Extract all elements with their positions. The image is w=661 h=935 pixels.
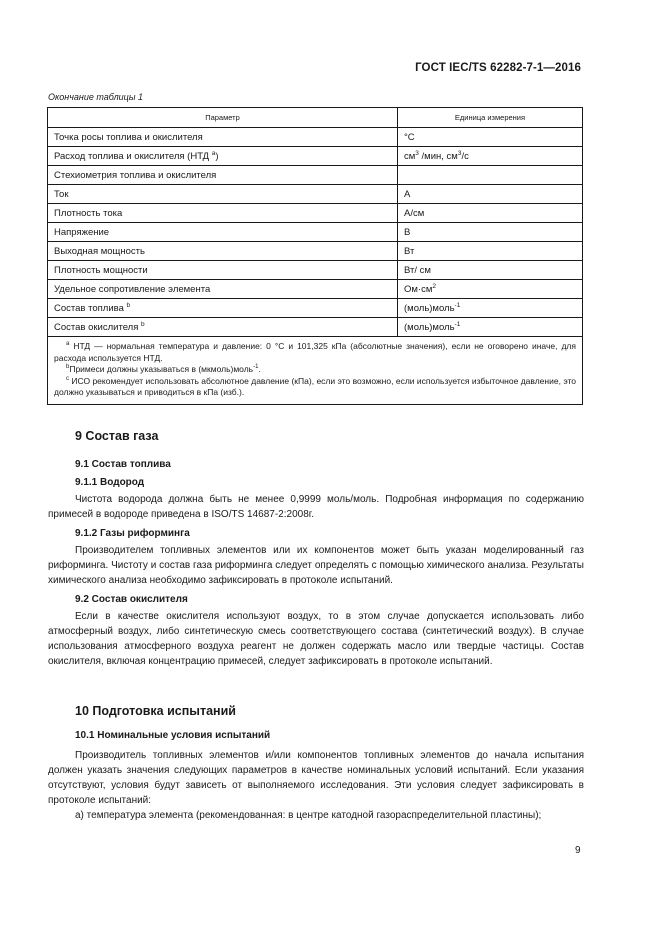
param-cell: Удельное сопротивление элемента xyxy=(48,280,398,299)
unit-cell: Вт/ см xyxy=(398,261,583,280)
unit-cell: $см^3$ /мин, $см^3/с$ xyxy=(398,147,583,166)
table-row xyxy=(48,185,583,204)
note-b: $^b$Примеси должны указываться в (мкмоль)моль$^{-1}$. xyxy=(66,364,261,374)
section-9-2-text: Если в качестве окислителя используют воздух, то в этом случае допускается использовать либо атмосферный воздух, либо синтетическую смесь соответствующего состава (синтетический воздух). В случае использования атмосферного воздуха реагент не должен содержать масло или твердые частицы. Состав окислителя, включая концентрацию примесей, следует зафиксировать в протоколе испытаний. xyxy=(48,611,584,667)
unit-cell: Вт xyxy=(398,242,583,261)
unit-cell: А/см xyxy=(398,204,583,223)
table-notes xyxy=(48,337,583,405)
page-number: 9 xyxy=(575,845,581,856)
param-cell: Состав топлива $^b$ xyxy=(48,299,398,318)
param-cell: Напряжение xyxy=(48,223,398,242)
table-row xyxy=(48,128,583,147)
section-10-1-text: Производитель топливных элементов и/или компонентов топливных элементов до начала испытания должен указать значения следующих параметров в качестве номинальных условий испытаний. Если указания отсутствуют, условия будут зависеть от выполняемого исследования. Эти условия следует зафиксировать в протоколе испытаний: а) температура элемента (рекомендованная: в центре катодной газораспределительной пластины); xyxy=(48,750,584,821)
table-row xyxy=(48,223,583,242)
section-9-1-1-title: 9.1.1 Водород xyxy=(75,477,145,488)
section-10-title: 10 Подготовка испытаний xyxy=(75,704,236,718)
table-caption: Окончание таблицы 1 xyxy=(48,92,143,102)
param-cell: Ток xyxy=(48,185,398,204)
table-row xyxy=(48,261,583,280)
param-cell: Плотность тока xyxy=(48,204,398,223)
note-c: $^c$ ИСО рекомендует использовать абсолютное давление (кПа), если это возможно, если используется избыточное давление, это должно указываться и приводиться в кПа (изб.). xyxy=(54,375,576,397)
unit-cell: В xyxy=(398,223,583,242)
note-a: $^a$ НТД — нормальная температура и давление: 0 °С и 101,325 кПа (абсолютные значения), если не оговорено иначе, для расхода используется НТД. xyxy=(54,341,576,363)
unit-cell: А xyxy=(398,185,583,204)
column-header-parameter: Параметр xyxy=(48,108,398,128)
standard-code: ГОСТ IEC/TS 62282-7-1—2016 xyxy=(415,62,581,74)
section-9-1-1-text: Чистота водорода должна быть не менее 0,9999 моль/моль. Подробная информация по содержанию примесей в водороде приведена в ISO/TS 14687-2:2008г. xyxy=(48,494,584,520)
param-cell: Расход топлива и окислителя (НТД $^a$) xyxy=(48,147,398,166)
table-row xyxy=(48,242,583,261)
table-row xyxy=(48,299,583,318)
list-item-a: а) температура элемента (рекомендованная: в центре катодной газораспределительной пластины); xyxy=(75,810,542,821)
unit-cell: °С xyxy=(398,128,583,147)
parameters-table xyxy=(47,107,583,405)
table-row xyxy=(48,166,583,185)
section-10-1-title: 10.1 Номинальные условия испытаний xyxy=(75,730,271,741)
table-header-row xyxy=(48,108,583,128)
param-cell: Выходная мощность xyxy=(48,242,398,261)
table-row xyxy=(48,318,583,337)
table-notes-row xyxy=(48,337,583,405)
param-cell: Плотность мощности xyxy=(48,261,398,280)
section-9-title: 9 Состав газа xyxy=(75,429,159,443)
unit-cell xyxy=(398,166,583,185)
table-row xyxy=(48,280,583,299)
column-header-unit: Единица измерения xyxy=(398,108,583,128)
unit-cell: (моль)моль$^{-1}$ xyxy=(398,299,583,318)
section-9-1-2-text: Производителем топливных элементов или их компонентов может быть указан моделированный газ риформинга. Чистоту и состав газа риформинга следует определять с помощью химического анализа. Результаты химического анализа необходимо зафиксировать в протоколе испытаний. xyxy=(48,545,584,586)
param-cell: Точка росы топлива и окислителя xyxy=(48,128,398,147)
param-cell: Состав окислителя $^b$ xyxy=(48,318,398,337)
section-9-2-title: 9.2 Состав окислителя xyxy=(75,594,188,605)
section-9-1-2-title: 9.1.2 Газы риформинга xyxy=(75,528,190,539)
table-row xyxy=(48,204,583,223)
param-cell: Стехиометрия топлива и окислителя xyxy=(48,166,398,185)
table-row xyxy=(48,147,583,166)
section-9-1-title: 9.1 Состав топлива xyxy=(75,459,171,470)
unit-cell: (моль)моль$^{-1}$ xyxy=(398,318,583,337)
unit-cell: $Ом\cdot см^2$ xyxy=(398,280,583,299)
